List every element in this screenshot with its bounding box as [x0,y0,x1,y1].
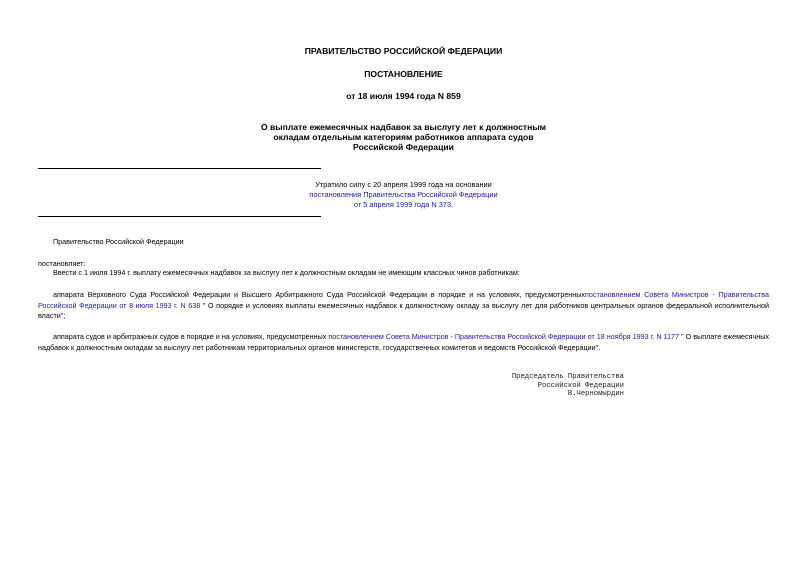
document-type: ПОСТАНОВЛЕНИЕ [364,69,443,79]
signature-org: Российской Федерации [537,381,624,390]
item-2-text-rest: " О выплате ежемесячных надбавок к должностным окладам за выслугу лет работникам территориальных органов министерств, государственных комитетов и ведомств Российской Федерации". [38,332,769,352]
item-2-text: аппарата судов и арбитражных судов в порядке и на условиях, предусмотренных [53,332,329,341]
title-line: О выплате ежемесячных надбавок за выслугу лет к должностным [260,122,547,132]
title-line: окладам отдельным категориям работников аппарата судов [273,132,534,142]
signature-block [470,373,624,399]
title-line: Российской Федерации [353,142,454,152]
status-note-text: Утратило силу с 20 апреля 1999 года на основании [315,180,492,189]
repeal-link[interactable] [0,190,807,210]
item-1-text: аппарата Верховного Суда Российской Федерации и Высшего Арбитражного Суда Российской Федерации в порядке и на условиях, предусмотренных [53,290,586,299]
signatory-name: В.Черномырдин [567,390,624,398]
item-1-text-rest: " О порядке и условиях выплаты ежемесячных надбавок к должностному окладу за выслугу лет для работников центральных органов федеральной исполнительной власти"; [38,300,769,320]
divider-bottom [38,216,321,217]
item-2-paragraph [38,332,769,353]
issuing-authority: ПРАВИТЕЛЬСТВО РОССИЙСКОЙ ФЕДЕРАЦИИ [304,46,503,56]
status-note [0,180,807,210]
government-name: Правительство Российской Федерации [53,237,184,246]
decrees-word: постановляет: [38,259,86,268]
repeal-link-line2[interactable]: от 5 апреля 1999 года N 373 [353,200,452,209]
document-title [0,122,807,152]
item-1-paragraph [38,290,769,322]
repeal-link-line1[interactable]: постановления Правительства Российской Федерации [309,190,498,199]
signature-title: Председатель Правительства [511,373,624,381]
intro-paragraph: Ввести с 1 июля 1994 г. выплату ежемесячных надбавок за выслугу лет к должностным окладам не имеющим классных чинов работникам: [53,268,520,277]
item-2-decree-link[interactable]: постановлением Совета Министров - Правительства Российской Федерации от 18 ноября 1993 г. N 1177 [328,332,680,341]
document-date-number: от 18 июля 1994 года N 859 [346,91,461,101]
divider-top [38,168,321,169]
item-1-decree-link[interactable]: постановлением Совета Министров - Правительства Российской Федерации от 8 июля 1993 г. N 638 [38,290,770,310]
repeal-link-suffix: . [451,200,454,209]
